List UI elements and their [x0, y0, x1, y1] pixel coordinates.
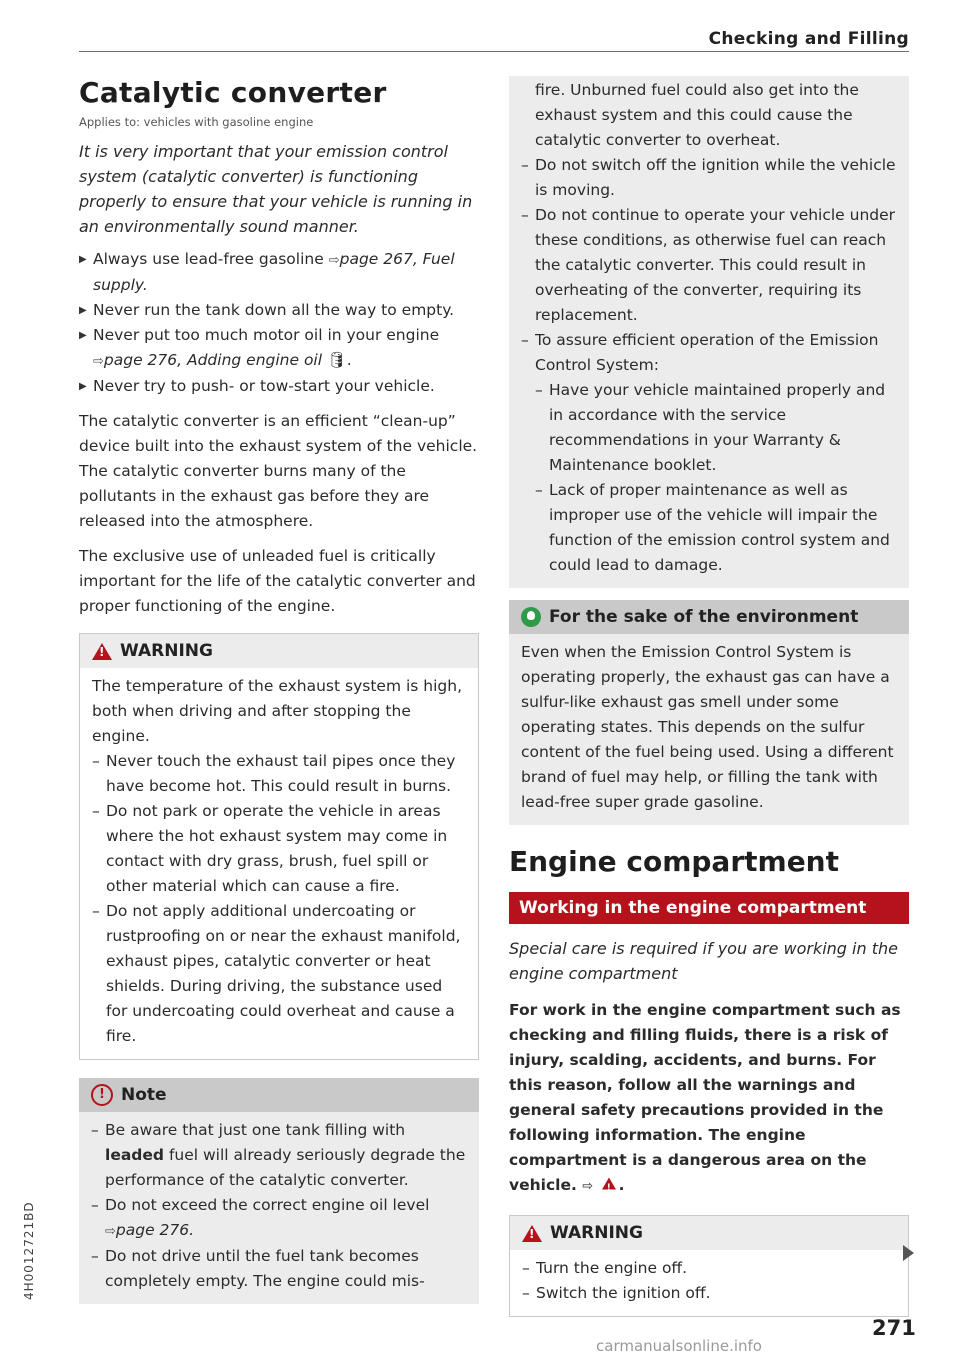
- right-column: [509, 76, 909, 1317]
- catalytic-para-1: The catalytic converter is an efficient “clean-up” device built into the exhaust system of the vehicle. The catalytic converter burns many of the pollutants in the exhaust gas before they are released into the atmosphere.: [79, 412, 478, 530]
- environment-label: For the sake of the environment: [549, 607, 859, 627]
- note-body-continued: [509, 76, 909, 588]
- page-link[interactable]: page 276.: [115, 1221, 195, 1239]
- engine-title: Engine compartment: [509, 845, 839, 878]
- note-label: Note: [121, 1085, 167, 1105]
- warning-box-2: [509, 1215, 909, 1317]
- environment-box: [509, 600, 909, 825]
- bullet-item: ▶ Always use lead-free gasoline ⇨page 267, Fuel supply.: [79, 247, 479, 298]
- warning-body-2: [510, 1250, 908, 1316]
- warning-header-2: [510, 1216, 908, 1250]
- warning-intro: The temperature of the exhaust system is high, both when driving and after stopping the engine.: [92, 677, 462, 745]
- warning-label: WARNING: [120, 641, 213, 661]
- warning-body: [80, 668, 478, 1059]
- warning-item: – Switch the ignition off.: [522, 1281, 896, 1306]
- triangle-bullet-icon: ▶: [79, 330, 87, 341]
- arrow-ref-icon: ⇨: [328, 253, 340, 268]
- page-link[interactable]: page 267, Fuel supply.: [93, 250, 455, 294]
- warning-item: – Do not apply additional undercoating or rustproofing on or near the exhaust manifold, exhaust pipes, catalytic converter or heat shields. During driving, the substance used for undercoating could overheat and cause a fire.: [92, 899, 466, 1049]
- note-body: [79, 1112, 479, 1304]
- engine-intro: Special care is required if you are working in the engine compartment: [509, 939, 898, 983]
- warning-label-2: WARNING: [550, 1223, 643, 1243]
- catalytic-title: Catalytic converter: [79, 76, 387, 109]
- warning-triangle-icon: [522, 1225, 542, 1242]
- info-circle-icon: !: [91, 1084, 113, 1106]
- environment-text: Even when the Emission Control System is operating properly, the exhaust gas can have a sulfur-like exhaust gas smell under some operating states. This depends on the sulfur content of the fuel being used. Using a different brand of fuel may help, or filling the tank with lead-free super grade gasoline.: [521, 643, 894, 811]
- note-continuation: fire. Unburned fuel could also get into the exhaust system and this could cause the catalytic converter to overheat.: [535, 81, 859, 149]
- watermark: carmanualsonline.info: [596, 1337, 762, 1355]
- arrow-ref-icon: ⇨: [582, 1179, 594, 1194]
- page-link[interactable]: page 276, Adding engine oil: [103, 351, 323, 369]
- note-item: – Do not switch off the ignition while the vehicle is moving.: [521, 153, 897, 203]
- left-column: [79, 76, 479, 1304]
- arrow-ref-icon: ⇨: [93, 354, 104, 369]
- environment-body: [509, 634, 909, 825]
- header-title: Checking and Filling: [708, 29, 909, 49]
- bullet-item: ▶ Never put too much motor oil in your engine ⇨page 276, Adding engine oil 🛢.: [79, 323, 479, 374]
- page-number: 271: [872, 1316, 916, 1340]
- warning-header: [80, 634, 478, 668]
- document-code: 4H0012721BD: [22, 1201, 36, 1300]
- note-sub-item: – Lack of proper maintenance as well as improper use of the vehicle will impair the function of the emission control system and could lead to damage.: [521, 478, 897, 578]
- note-item: – Be aware that just one tank filling with leaded fuel will already seriously degrade the performance of the catalytic converter.: [91, 1118, 467, 1193]
- note-box: [79, 1078, 479, 1304]
- engine-subtitle-bar: Working in the engine compartment: [509, 892, 909, 924]
- bullet-item: ▶ Never run the tank down all the way to empty.: [79, 298, 479, 323]
- note-header: [79, 1078, 479, 1112]
- catalytic-intro: It is very important that your emission control system (catalytic converter) is functioning properly to ensure that your vehicle is running in an environmentally sound manner.: [79, 142, 473, 236]
- environment-header: [509, 600, 909, 634]
- continue-arrow-icon: [903, 1245, 914, 1261]
- arrow-ref-icon: ⇨: [105, 1224, 116, 1239]
- warning-item: – Never touch the exhaust tail pipes once they have become hot. This could result in burns.: [92, 749, 466, 799]
- note-sub-item: – Have your vehicle maintained properly and in accordance with the service recommendations in your Warranty & Maintenance booklet.: [521, 378, 897, 478]
- catalytic-para-2: The exclusive use of unleaded fuel is critically important for the life of the catalytic converter and proper functioning of the engine.: [79, 547, 476, 615]
- catalytic-bullets: [79, 247, 479, 399]
- triangle-bullet-icon: ▶: [79, 305, 87, 316]
- warning-triangle-icon: [92, 643, 112, 660]
- warning-box: [79, 633, 479, 1060]
- page-header: [79, 29, 909, 52]
- engine-bold-para: For work in the engine compartment such as checking and filling fluids, there is a risk of injury, scalding, accidents, and burns. For this reason, follow all the warnings and general safety precautions provided in the following information. The engine compartment is a dangerous area on the vehicle. ⇨ ! .: [509, 998, 909, 1199]
- note-box-continued: [509, 76, 909, 588]
- warning-ref-icon[interactable]: [602, 1178, 616, 1190]
- environment-leaf-icon: [521, 607, 541, 627]
- note-item: – To assure efficient operation of the Emission Control System:: [521, 328, 897, 378]
- note-item: – Do not drive until the fuel tank becomes completely empty. The engine could mis-: [91, 1244, 467, 1294]
- triangle-bullet-icon: ▶: [79, 381, 87, 392]
- note-item: – Do not continue to operate your vehicle under these conditions, as otherwise fuel can reach the catalytic converter. This could result in overheating of the converter, requiring its replacement.: [521, 203, 897, 328]
- bullet-item: ▶ Never try to push- or tow-start your vehicle.: [79, 374, 479, 399]
- triangle-bullet-icon: ▶: [79, 254, 87, 265]
- warning-item: – Do not park or operate the vehicle in areas where the hot exhaust system may come in contact with dry grass, brush, fuel spill or other material which can cause a fire.: [92, 799, 466, 899]
- note-item: – Do not exceed the correct engine oil level ⇨page 276.: [91, 1193, 467, 1244]
- warning-item: – Turn the engine off.: [522, 1256, 896, 1281]
- applies-to: Applies to: vehicles with gasoline engine: [79, 115, 314, 129]
- oil-can-icon: 🛢: [327, 351, 347, 369]
